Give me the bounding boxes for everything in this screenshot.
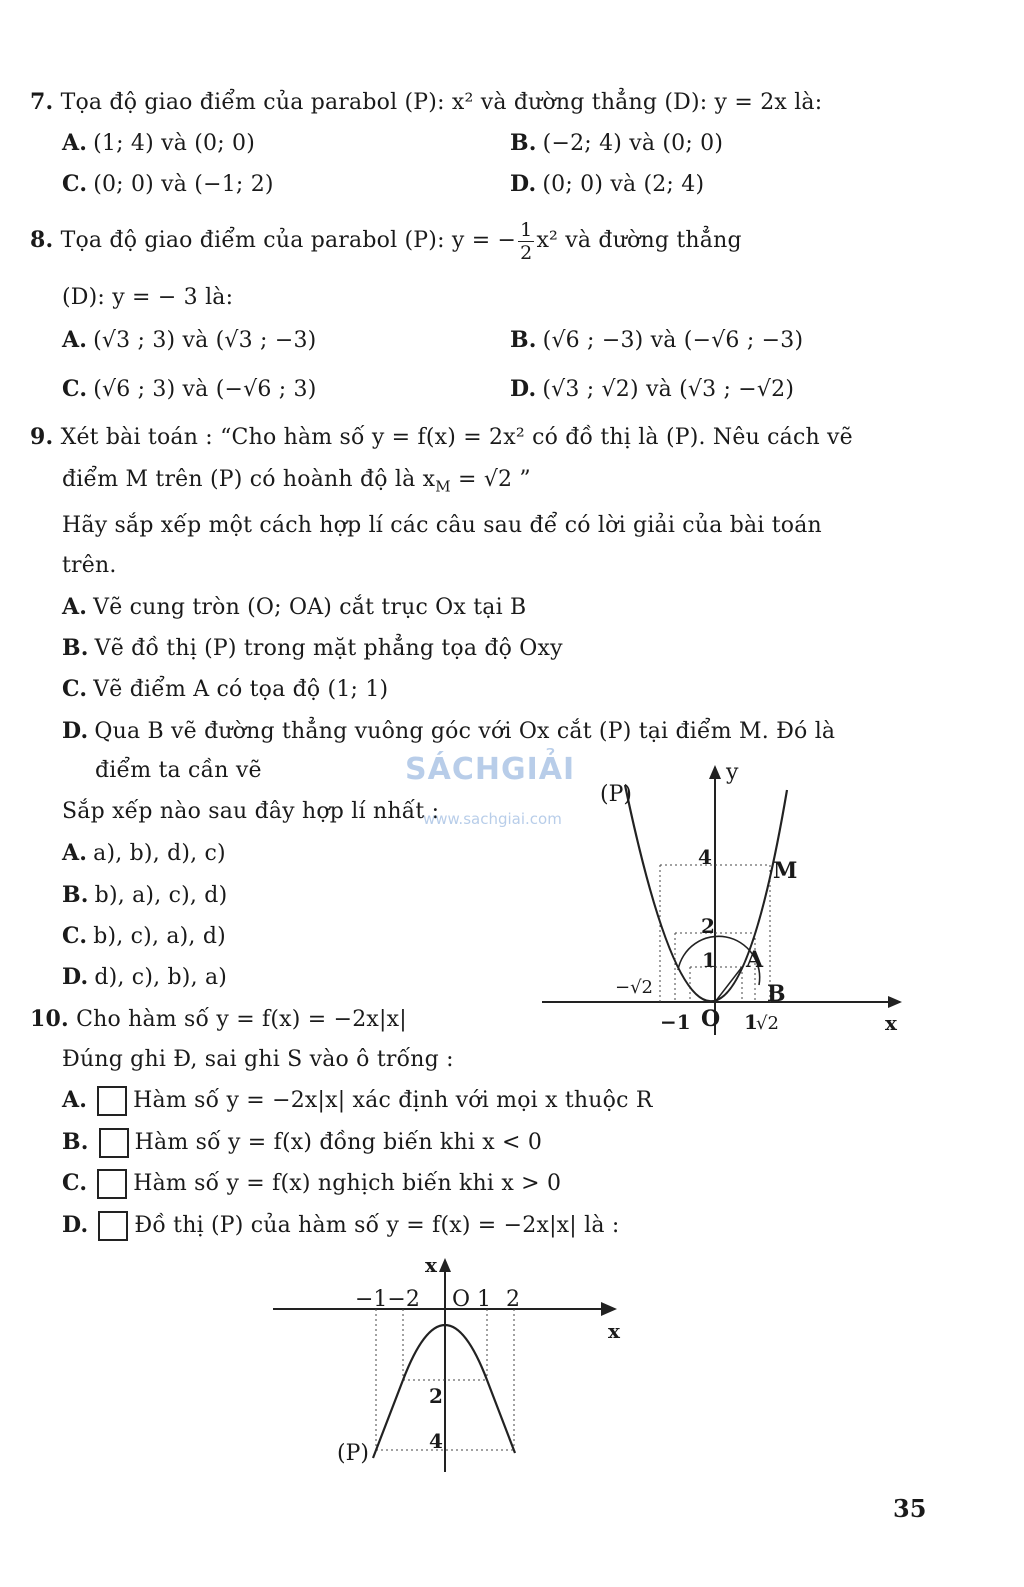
point-a-label: A [746, 947, 764, 973]
item-label: A. [62, 1087, 88, 1113]
question-9-line4: trên. [62, 553, 117, 578]
question-8-line2: (D): y = − 3 là: [62, 285, 234, 310]
answer-box[interactable] [97, 1086, 127, 1116]
option-text: (0; 0) và (2; 4) [542, 172, 705, 197]
question-number: 8. [30, 227, 54, 253]
curve-label: (P) [600, 782, 632, 807]
q7-option-c [62, 170, 274, 199]
question-10-instruction: Đúng ghi Đ, sai ghi S vào ô trống : [62, 1047, 454, 1072]
option-label: A. [62, 840, 88, 866]
option-text: b), a), c), d) [94, 883, 228, 908]
origin-label: O [701, 1006, 721, 1032]
question-text-cont: x² và đường thẳng [536, 228, 742, 253]
item-label: B. [62, 1129, 89, 1155]
tick-y-2: 2 [701, 914, 715, 938]
option-label: A. [62, 327, 88, 353]
option-text: (√6 ; −3) và (−√6 ; −3) [542, 328, 804, 353]
q8-option-d [510, 375, 794, 404]
y-axis-arrow-icon [709, 765, 721, 779]
y-axis-label: x [425, 1253, 437, 1277]
question-number: 9. [30, 424, 54, 450]
option-text: (√6 ; 3) và (−√6 ; 3) [93, 377, 317, 402]
answer-box[interactable] [98, 1211, 128, 1241]
x-axis-arrow-icon [601, 1302, 617, 1316]
q10-item-b [62, 1128, 542, 1158]
q9-parabola-graph [530, 755, 920, 1045]
question-text: Tọa độ giao điểm của parabol (P): y = − [60, 228, 517, 253]
subscript: M [435, 477, 451, 496]
tick-neg-sqrt2: −√2 [615, 977, 654, 998]
item-text: Hàm số y = f(x) nghịch biến khi x > 0 [133, 1171, 562, 1196]
answer-box[interactable] [99, 1128, 129, 1158]
question-number: 10. [30, 1006, 69, 1032]
y-axis-arrow-icon [439, 1258, 451, 1272]
option-label: B. [510, 130, 537, 156]
step-text: Vẽ cung tròn (O; OA) cắt trục Ox tại B [93, 595, 527, 620]
tick-sqrt2: √2 [756, 1013, 779, 1034]
q10-graph [265, 1250, 635, 1480]
q9-step-b [62, 634, 563, 663]
tick-neg-1-neg-2: −1−2 [355, 1287, 420, 1312]
q7-option-b [510, 129, 723, 158]
option-text: (−2; 4) và (0; 0) [542, 131, 724, 156]
origin-label: O [452, 1287, 471, 1312]
question-8-stem [30, 210, 742, 270]
step-label: D. [62, 718, 89, 744]
step-text: Vẽ điểm A có tọa độ (1; 1) [93, 677, 389, 702]
option-text: (√3 ; √2) và (√3 ; −√2) [542, 377, 795, 402]
x-axis-label: x [885, 1011, 897, 1035]
question-number: 7. [30, 89, 54, 115]
tick-2: 2 [506, 1287, 520, 1312]
option-text: (0; 0) và (−1; 2) [93, 172, 274, 197]
step-label: A. [62, 594, 88, 620]
option-label: C. [62, 376, 88, 402]
tick-y-1: 1 [702, 948, 716, 972]
question-text: Xét bài toán : “Cho hàm số y = f(x) = 2x² có đồ thị là (P). Nêu cách vẽ [60, 425, 853, 450]
q9-option-b [62, 881, 227, 910]
q9-step-a [62, 593, 526, 622]
q9-step-c [62, 675, 388, 704]
q7-option-a [62, 129, 255, 158]
item-label: D. [62, 1212, 89, 1238]
step-text: Vẽ đồ thị (P) trong mặt phẳng tọa độ Oxy [94, 636, 563, 661]
step-label: C. [62, 676, 88, 702]
question-9-line2 [62, 466, 531, 500]
fraction-numerator: 1 [520, 218, 533, 241]
option-label: D. [62, 964, 89, 990]
q10-item-c [62, 1169, 561, 1199]
point-b-label: B [767, 981, 786, 1007]
q9-option-d [62, 963, 227, 992]
option-label: B. [510, 327, 537, 353]
q8-option-c [62, 375, 317, 404]
item-text: Hàm số y = −2x|x| xác định với mọi x thuộc R [133, 1088, 653, 1113]
q10-item-a [62, 1086, 653, 1116]
option-label: A. [62, 130, 88, 156]
q9-step-d-cont: điểm ta cần vẽ [95, 758, 262, 783]
watermark-logo: SÁCHGIẢI [405, 752, 576, 787]
option-text: b), c), a), d) [93, 924, 226, 949]
point-m-label: M [773, 858, 798, 884]
x-axis-arrow-icon [888, 996, 902, 1008]
tick-y-2: 2 [429, 1384, 443, 1408]
step-label: B. [62, 635, 89, 661]
page-number: 35 [893, 1494, 927, 1523]
step-text: Qua B vẽ đường thẳng vuông góc với Ox cắt (P) tại điểm M. Đó là [94, 719, 836, 744]
option-label: D. [510, 376, 537, 402]
q10-item-d [62, 1211, 619, 1241]
q8-option-a [62, 326, 316, 355]
x-axis-label: x [608, 1319, 620, 1343]
option-label: C. [62, 923, 88, 949]
option-label: B. [62, 882, 89, 908]
item-label: C. [62, 1170, 88, 1196]
question-9-line3: Hãy sắp xếp một cách hợp lí các câu sau để có lời giải của bài toán [62, 513, 822, 538]
q7-option-d [510, 170, 704, 199]
question-7-stem [30, 88, 822, 117]
tick-neg-1: −1 [660, 1010, 691, 1034]
segment-oa [715, 967, 742, 1002]
question-10-stem [30, 1005, 407, 1034]
option-text: (1; 4) và (0; 0) [93, 131, 256, 156]
question-9-line1 [30, 423, 853, 452]
option-text: d), c), b), a) [94, 965, 228, 990]
y-axis-label: y [726, 760, 739, 785]
answer-box[interactable] [97, 1169, 127, 1199]
q9-prompt: Sắp xếp nào sau đây hợp lí nhất : [62, 799, 440, 824]
watermark-url: www.sachgiai.com [423, 810, 562, 828]
q9-step-d [62, 717, 835, 746]
question-text-end: = √2 ” [450, 467, 531, 492]
tick-1: 1 [744, 1010, 758, 1034]
fraction [518, 219, 534, 264]
item-text: Hàm số y = f(x) đồng biến khi x < 0 [134, 1130, 543, 1155]
fraction-denominator: 2 [520, 241, 533, 264]
option-label: C. [62, 171, 88, 197]
question-text: Cho hàm số y = f(x) = −2x|x| [76, 1007, 407, 1032]
option-text: (√3 ; 3) và (√3 ; −3) [93, 328, 317, 353]
watermark [405, 752, 576, 828]
tick-y-4: 4 [429, 1429, 443, 1453]
q9-option-c [62, 922, 226, 951]
option-label: D. [510, 171, 537, 197]
curve-label: (P) [337, 1441, 369, 1466]
question-text: Tọa độ giao điểm của parabol (P): x² và đường thẳng (D): y = 2x là: [60, 90, 823, 115]
question-text: điểm M trên (P) có hoành độ là x [62, 467, 436, 492]
tick-1: 1 [477, 1287, 491, 1312]
q8-option-b [510, 326, 803, 355]
tick-y-4: 4 [698, 845, 712, 869]
q9-option-a [62, 839, 226, 868]
option-text: a), b), d), c) [93, 841, 226, 866]
item-text: Đồ thị (P) của hàm số y = f(x) = −2x|x| là : [134, 1213, 620, 1238]
